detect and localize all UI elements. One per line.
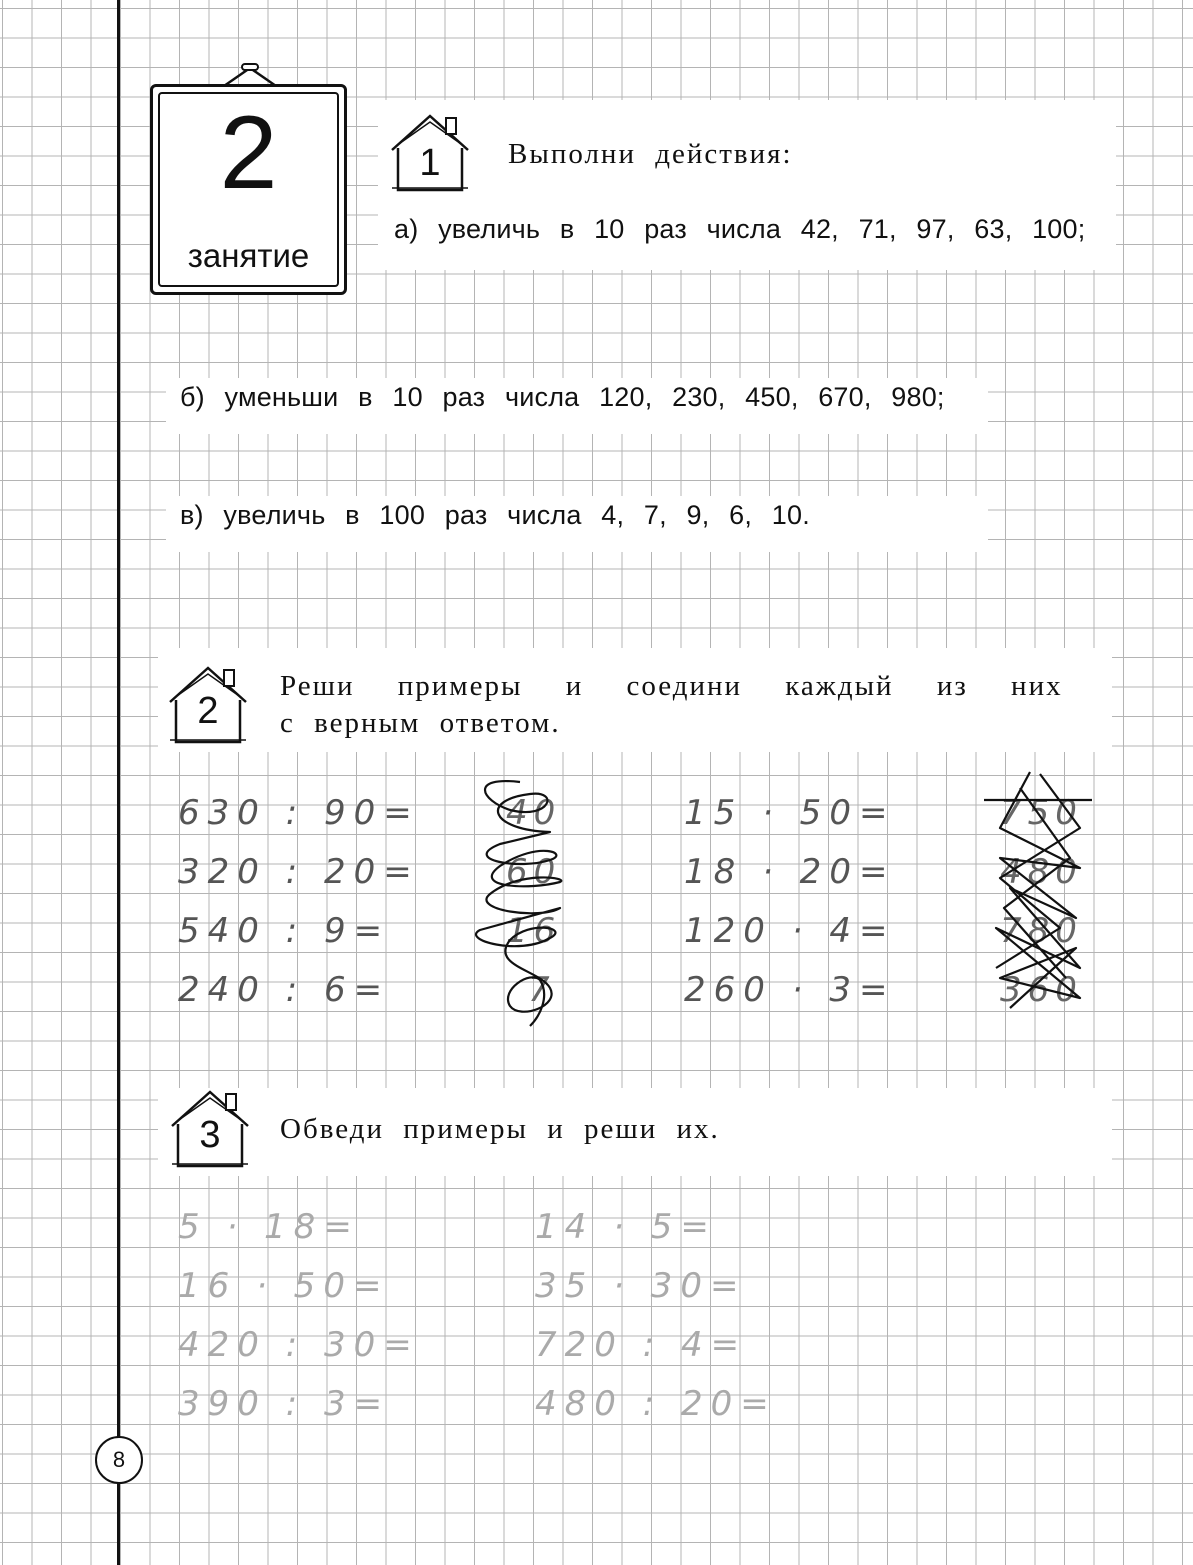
task2-left-answer: 7 <box>528 970 556 1010</box>
task2-left-example: 320 : 20= <box>178 852 420 892</box>
task2-right-example: 18 · 20= <box>684 852 896 892</box>
task2-right-example: 120 · 4= <box>684 911 896 951</box>
task3-instruction: Обведи примеры и реши их. <box>280 1113 720 1145</box>
task1-instruction: Выполни действия: <box>508 138 793 170</box>
task2-instruction-line1: Реши примеры и соедини каждый из них <box>280 670 1063 702</box>
task2-right-example: 260 · 3= <box>684 970 896 1010</box>
task2-right-answer: 360 <box>1000 970 1083 1010</box>
task1-number: 1 <box>419 142 441 184</box>
task2-left-example: 630 : 90= <box>178 793 420 833</box>
margin-line <box>117 0 120 1565</box>
lesson-word: занятие <box>187 237 310 274</box>
task2-left-example: 540 : 9= <box>178 911 391 951</box>
task3-left-example: 16 · 50= <box>178 1266 390 1306</box>
task2-left-answer: 16 <box>506 911 562 951</box>
task2-right-example: 15 · 50= <box>684 793 896 833</box>
task2-right-answer: 750 <box>1000 793 1083 833</box>
task2-instruction-line2: с верным ответом. <box>280 707 561 739</box>
task3-right-example: 35 · 30= <box>535 1266 747 1306</box>
task3-house-icon <box>168 1088 252 1168</box>
task1-item-b: б) уменьши в 10 раз числа 120, 230, 450, 670, 980; <box>180 382 945 412</box>
task2-house-icon <box>166 664 250 744</box>
task3-right-example: 720 : 4= <box>535 1325 748 1365</box>
task2-left-example: 240 : 6= <box>178 970 391 1010</box>
task2-left-answer: 60 <box>506 852 562 892</box>
right-answers-scribble <box>980 768 1100 1018</box>
task1-item-a: а) увеличь в 10 раз числа 42, 71, 97, 63, 100; <box>394 214 1086 244</box>
task2-right-answer: 480 <box>1000 852 1083 892</box>
page-number: 8 <box>95 1436 143 1484</box>
task3-right-example: 480 : 20= <box>535 1384 777 1424</box>
task3-left-example: 5 · 18= <box>178 1207 360 1247</box>
task3-left-example: 420 : 30= <box>178 1325 420 1365</box>
lesson-number: 2 <box>219 95 278 211</box>
task3-number: 3 <box>199 1114 221 1156</box>
task3-left-example: 390 : 3= <box>178 1384 391 1424</box>
left-answers-scribble <box>460 770 580 1040</box>
task1-item-c: в) увеличь в 100 раз числа 4, 7, 9, 6, 10. <box>180 500 810 530</box>
task3-right-example: 14 · 5= <box>535 1207 717 1247</box>
task2-number: 2 <box>197 690 219 732</box>
task2-right-answer: 780 <box>1000 911 1083 951</box>
lesson-board <box>150 84 347 295</box>
task2-left-answer: 40 <box>506 793 562 833</box>
task1-house-icon <box>388 112 472 192</box>
